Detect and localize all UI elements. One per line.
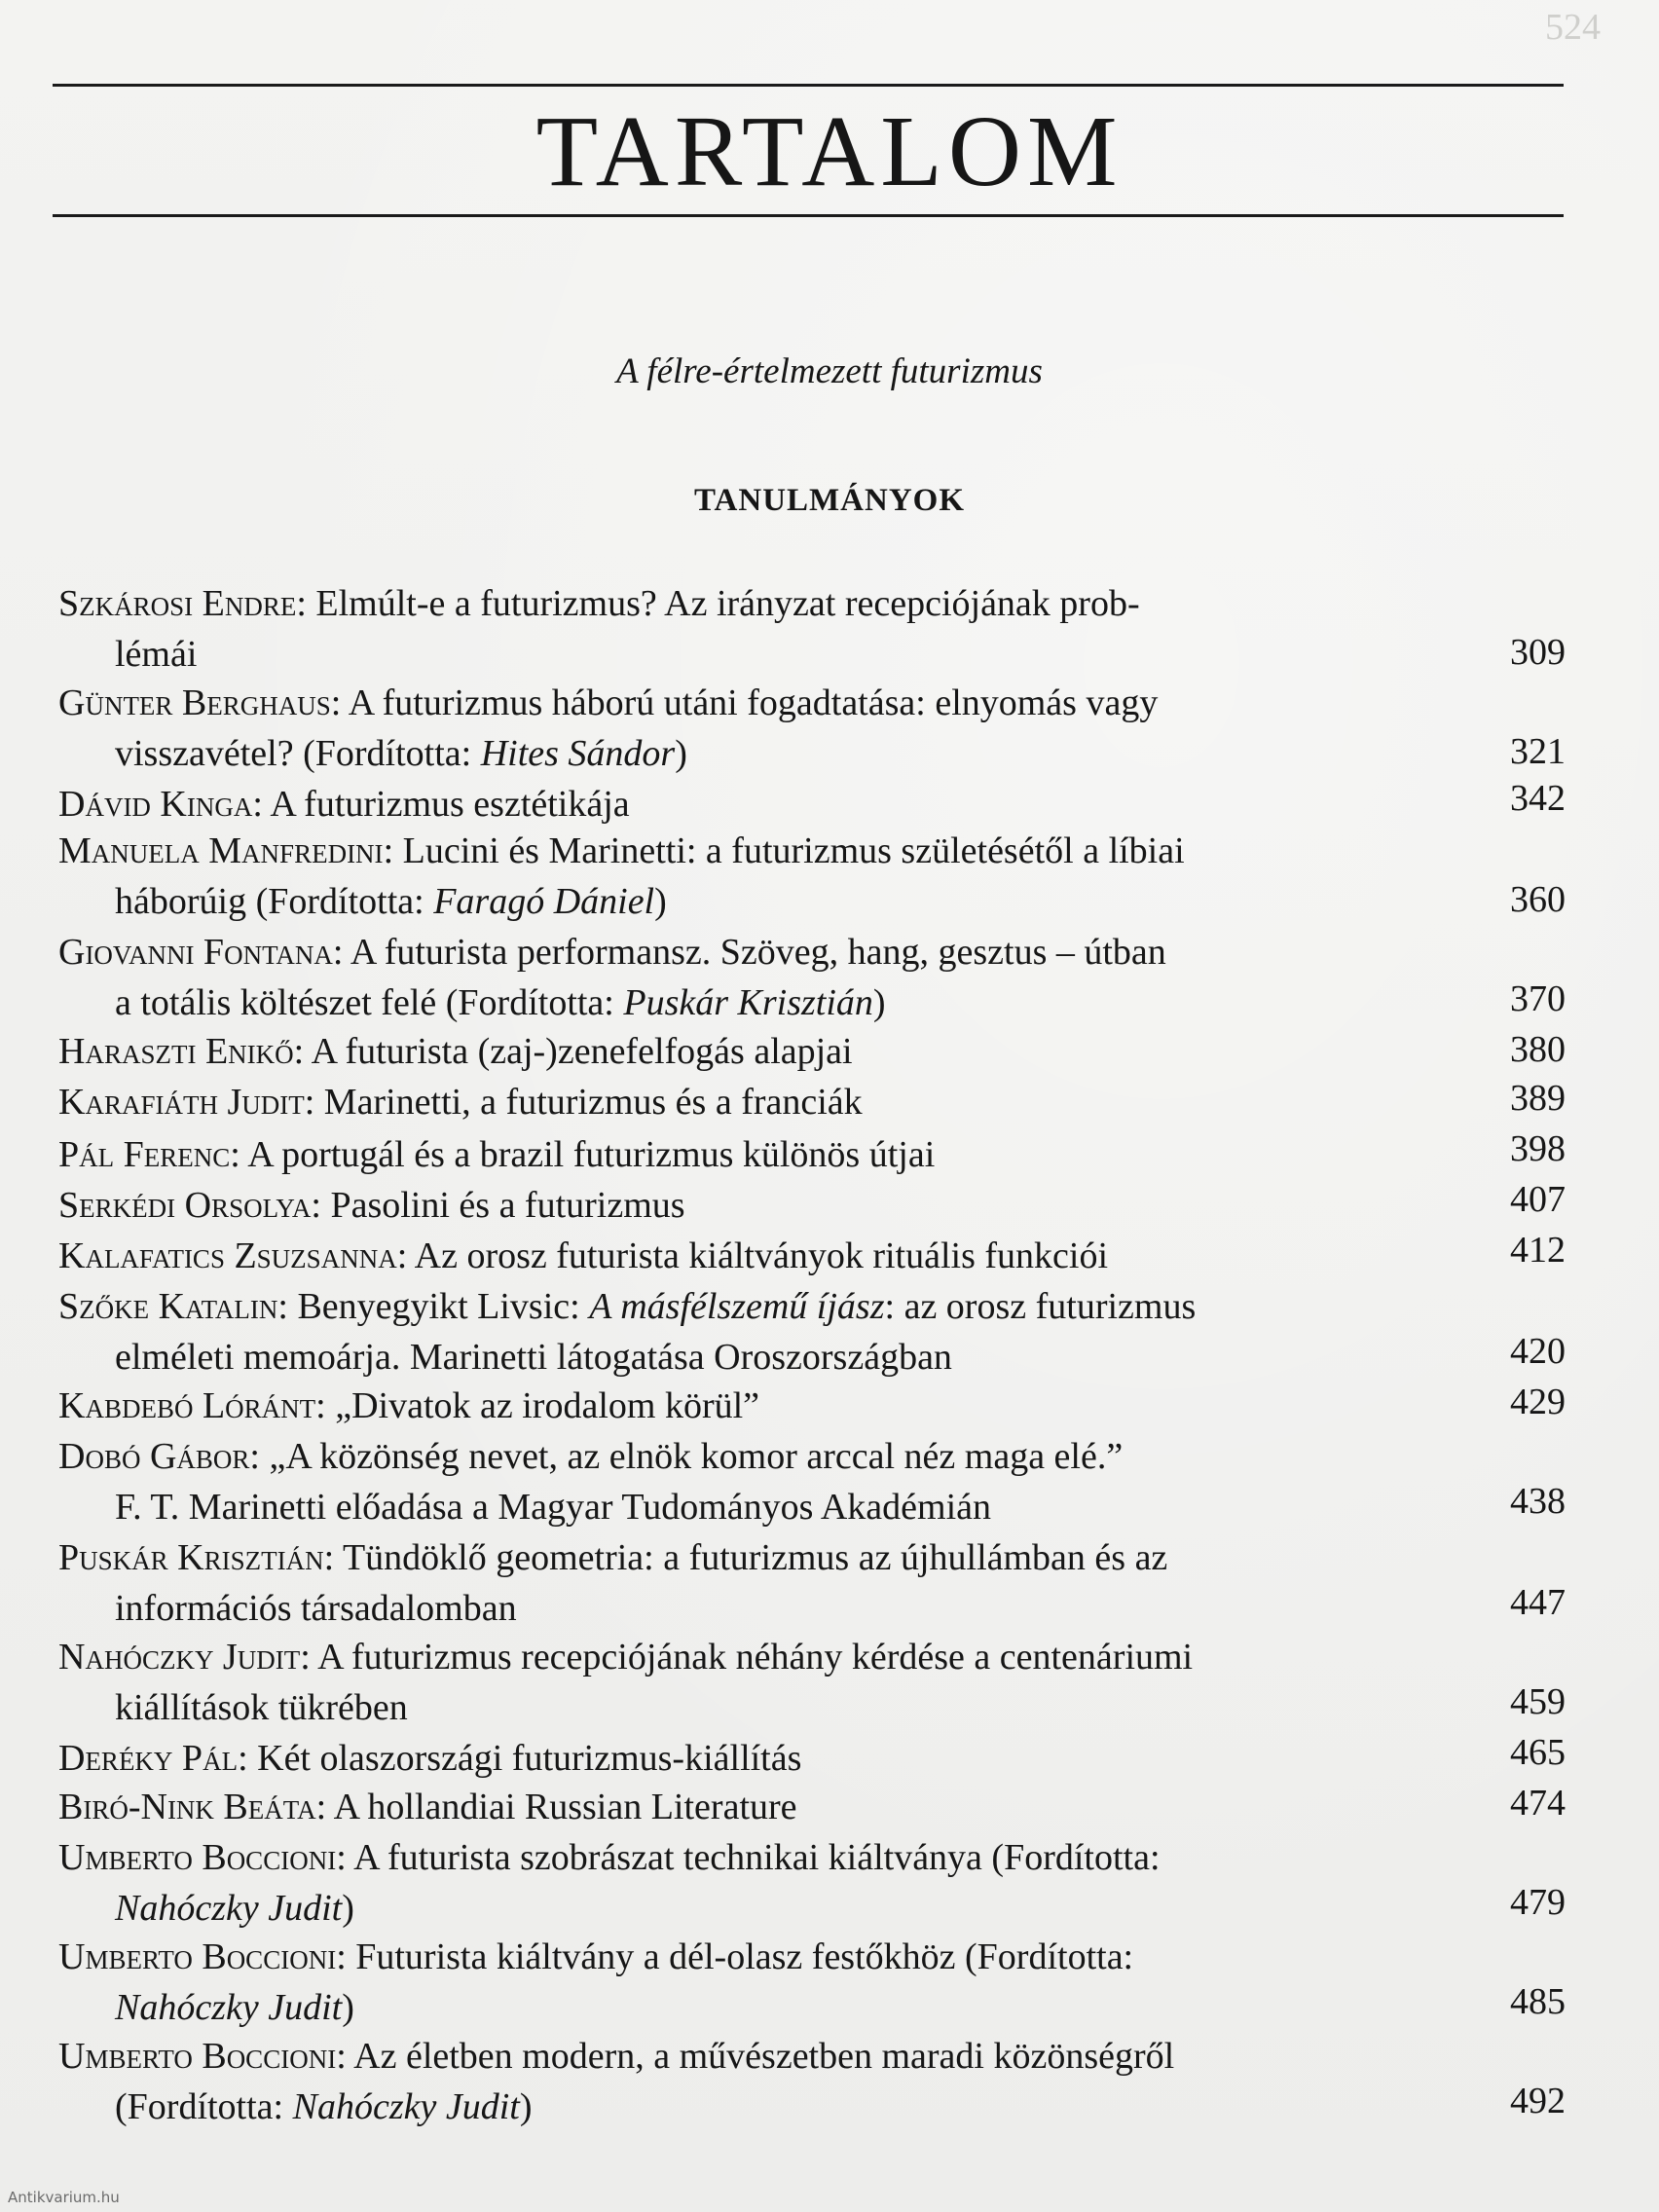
toc-author: Haraszti Enikő <box>58 1031 294 1072</box>
toc-entry-line <box>58 927 1474 977</box>
toc-entry <box>58 2031 1474 2132</box>
toc-title: : A futurizmus háború utáni fogadtatása: elnyomás vagy <box>330 682 1159 723</box>
toc-title-cont: (Fordította: <box>115 2086 293 2127</box>
toc-title-cont: információs társadalomban <box>115 1588 517 1629</box>
toc-title: : A futurista performansz. Szöveg, hang, gesztus – útban <box>332 932 1166 973</box>
toc-page-number: 321 <box>1510 731 1566 772</box>
toc-title: : Lucini és Marinetti: a futurizmus születésétől a líbiai <box>383 830 1185 871</box>
toc-page-number: 389 <box>1510 1078 1566 1119</box>
toc-author: Serkédi Orsolya <box>58 1185 312 1226</box>
toc-page-number: 429 <box>1510 1382 1566 1422</box>
toc-entry <box>58 1431 1474 1532</box>
toc-page-number: 420 <box>1510 1331 1566 1372</box>
toc-entry-line <box>58 2031 1474 2082</box>
toc-entry <box>58 1281 1474 1382</box>
toc-title-end: ) <box>342 1888 354 1929</box>
toc-entry-line <box>58 1682 1474 1733</box>
toc-entry-line <box>58 1381 1474 1431</box>
watermark: Antikvarium.hu <box>8 2189 120 2206</box>
toc-title-end: ) <box>654 881 667 922</box>
toc-entry-line <box>58 629 1474 680</box>
toc-entry <box>58 1231 1474 1281</box>
toc-title-end: ) <box>342 1987 354 2028</box>
page-title: TARTALOM <box>535 95 1124 207</box>
toc-entry-line <box>58 826 1474 876</box>
toc-author: Günter Berghaus <box>58 682 331 723</box>
toc-entry-line <box>58 1832 1474 1883</box>
toc-entry <box>58 1832 1474 1934</box>
toc-page-number: 309 <box>1510 632 1566 673</box>
toc-page-number: 398 <box>1510 1128 1566 1169</box>
toc-title: : Benyegyikt Livsic: <box>277 1286 590 1327</box>
toc-entry <box>58 1180 1474 1231</box>
toc-entry <box>58 1381 1474 1431</box>
toc-title: : Pasolini és a futurizmus <box>311 1185 685 1226</box>
toc-entry-line <box>58 728 1474 779</box>
toc-title: : A futurista szobrászat technikai kiáltványa (Fordította: <box>336 1837 1161 1878</box>
toc-title-cont: visszavétel? (Fordította: <box>115 733 481 774</box>
toc-title-cont: kiállítások tükrében <box>115 1687 408 1728</box>
toc-title-cont: háborúig (Fordította: <box>115 881 434 922</box>
toc-entry-line <box>58 779 1474 830</box>
toc-author: Dávid Kinga <box>58 784 253 825</box>
toc-author: Kalafatics Zsuzsanna <box>58 1235 397 1276</box>
toc-translator: Puskár Krisztián <box>623 982 873 1023</box>
toc-entry <box>58 1026 1474 1077</box>
toc-entry-line <box>58 1782 1474 1832</box>
toc-page-number: 459 <box>1510 1681 1566 1722</box>
toc-page-number: 438 <box>1510 1481 1566 1522</box>
part-subtitle: A félre-értelmezett futurizmus <box>616 351 1043 391</box>
toc-entry <box>58 678 1474 779</box>
toc-title: : Két olaszországi futurizmus-kiállítás <box>238 1738 802 1779</box>
toc-title: : Elmúlt-e a futurizmus? Az irányzat recepciójának prob- <box>296 583 1140 624</box>
toc-entry-line <box>58 1883 1474 1934</box>
toc-author: Nahóczky Judit <box>58 1637 301 1677</box>
toc-title: : „Divatok az irodalom körül” <box>315 1385 760 1426</box>
toc-title: : A portugál és a brazil futurizmus különös útjai <box>230 1134 936 1175</box>
toc-title: : az orosz futurizmus <box>884 1286 1197 1327</box>
toc-page-number: 492 <box>1510 2081 1566 2121</box>
toc-entry-line <box>58 977 1474 1028</box>
toc-entry-line <box>58 1431 1474 1482</box>
toc-page-number: 485 <box>1510 1981 1566 2022</box>
toc-entry-line <box>58 578 1474 629</box>
toc-author: Puskár Krisztián <box>58 1537 324 1578</box>
toc-author: Dobó Gábor <box>58 1436 250 1477</box>
toc-page-number: 412 <box>1510 1230 1566 1271</box>
toc-entry <box>58 1932 1474 2033</box>
toc-author: Umberto Boccioni <box>58 2036 337 2077</box>
toc-entry-line <box>58 2082 1474 2132</box>
section-heading: TANULMÁNYOK <box>693 483 966 518</box>
toc-entry <box>58 1077 1474 1127</box>
toc-entry-line <box>58 1733 1474 1784</box>
toc-title: : A futurizmus esztétikája <box>252 784 630 825</box>
toc-title: : Tündöklő geometria: a futurizmus az újhullámban és az <box>323 1537 1168 1578</box>
toc-page-number: 465 <box>1510 1732 1566 1773</box>
toc-title: : A futurista (zaj-)zenefelfogás alapjai <box>293 1031 853 1072</box>
toc-title: : Az életben modern, a művészetben maradi közönségről <box>336 2036 1175 2077</box>
toc-entry <box>58 779 1474 830</box>
toc-entry-line <box>58 1932 1474 1982</box>
toc-title: : Futurista kiáltvány a dél-olasz festőkhöz (Fordította: <box>336 1936 1134 1977</box>
toc-entry-line <box>58 1231 1474 1281</box>
toc-author: Deréky Pál <box>58 1738 239 1779</box>
toc-entry-line <box>58 1532 1474 1583</box>
toc-translator: Nahóczky Judit <box>115 1987 343 2028</box>
toc-entry <box>58 1782 1474 1832</box>
toc-translator: Nahóczky Judit <box>115 1888 343 1929</box>
toc-title-end: ) <box>872 982 886 1023</box>
toc-entry-line <box>58 1026 1474 1077</box>
toc-page-number: 407 <box>1510 1179 1566 1220</box>
toc-page-number: 474 <box>1510 1783 1566 1824</box>
toc-entry-line <box>58 1077 1474 1127</box>
toc-author: Manuela Manfredini <box>58 830 384 871</box>
toc-page-number: 360 <box>1510 879 1566 920</box>
toc-entry-line <box>58 1332 1474 1382</box>
toc-entry <box>58 1632 1474 1733</box>
toc-book-title: A másfélszemű íjász <box>589 1286 885 1327</box>
title-rule-top <box>53 84 1564 87</box>
toc-translator: Nahóczky Judit <box>292 2086 520 2127</box>
toc-author: Szkárosi Endre <box>58 583 297 624</box>
toc-title: : A hollandiai Russian Literature <box>315 1787 797 1827</box>
toc-title: : Az orosz futurista kiáltványok rituális funkciói <box>396 1235 1108 1276</box>
toc-entry <box>58 1733 1474 1784</box>
toc-entry-line <box>58 678 1474 728</box>
toc-entry <box>58 578 1474 680</box>
toc-author: Kabdebó Lóránt <box>58 1385 316 1426</box>
toc-title: : Marinetti, a futurizmus és a franciák <box>304 1082 863 1123</box>
toc-author: Pál Ferenc <box>58 1134 231 1175</box>
toc-author: Karafiáth Judit <box>58 1082 305 1123</box>
toc-title-cont: lémái <box>115 634 198 675</box>
toc-entry-line <box>58 1129 1474 1180</box>
toc-entry-line <box>58 1982 1474 2033</box>
toc-entry <box>58 927 1474 1028</box>
toc-title-cont: elméleti memoárja. Marinetti látogatása Oroszországban <box>115 1337 952 1378</box>
toc-page-number: 479 <box>1510 1882 1566 1923</box>
toc-translator: Hites Sándor <box>480 733 676 774</box>
toc-title-end: ) <box>675 733 687 774</box>
toc-page-number: 447 <box>1510 1582 1566 1623</box>
toc-author: Umberto Boccioni <box>58 1837 337 1878</box>
toc-page-number: 380 <box>1510 1029 1566 1070</box>
toc-title-cont: a totális költészet felé (Fordította: <box>115 982 624 1023</box>
toc-author: Szőke Katalin <box>58 1286 278 1327</box>
toc-title: : „A közönség nevet, az elnök komor arccal néz maga elé.” <box>249 1436 1124 1477</box>
toc-author: Biró-Nink Beáta <box>58 1787 316 1827</box>
toc-entry <box>58 826 1474 927</box>
toc-title-end: ) <box>519 2086 533 2127</box>
toc-entry <box>58 1532 1474 1634</box>
toc-entry-line <box>58 1482 1474 1532</box>
toc-page-number: 370 <box>1510 978 1566 1019</box>
toc-entry-line <box>58 876 1474 927</box>
title-rule-bottom <box>53 214 1564 217</box>
toc-translator: Faragó Dániel <box>433 881 655 922</box>
toc-entry-line <box>58 1281 1474 1332</box>
bleed-through-page-number: 524 <box>1545 7 1601 48</box>
toc-title: : A futurizmus recepciójának néhány kérdése a centenáriumi <box>300 1637 1194 1677</box>
toc-entry-line <box>58 1583 1474 1634</box>
toc-entry <box>58 1129 1474 1180</box>
toc-author: Umberto Boccioni <box>58 1936 337 1977</box>
toc-title-cont: F. T. Marinetti előadása a Magyar Tudományos Akadémián <box>115 1487 992 1528</box>
toc-entry-line <box>58 1632 1474 1682</box>
toc-author: Giovanni Fontana <box>58 932 333 973</box>
toc-page-number: 342 <box>1510 778 1566 819</box>
toc-entry-line <box>58 1180 1474 1231</box>
